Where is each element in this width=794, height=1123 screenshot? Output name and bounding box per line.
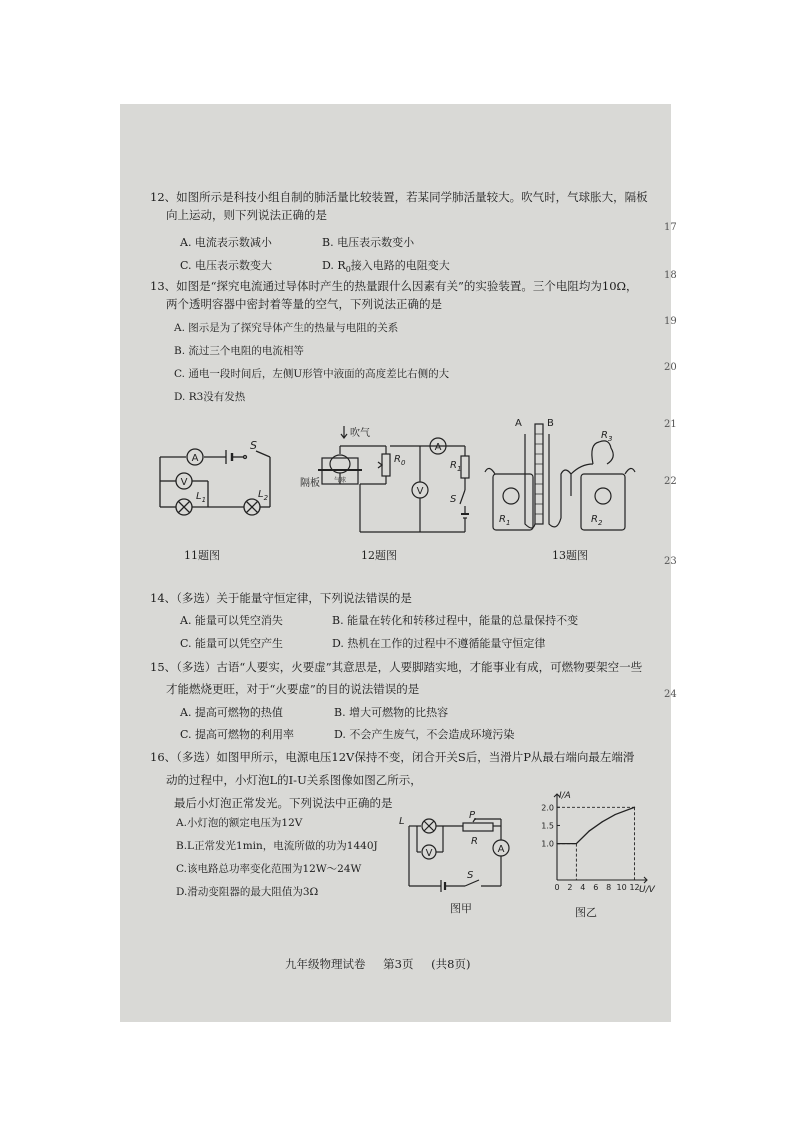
jia-slider-label: P	[469, 810, 476, 821]
q14-stem: 14、（多选）关于能量守恒定律，下列说法错误的是	[150, 591, 412, 605]
figure-11-caption: 11题图	[184, 549, 220, 562]
chart-point	[576, 843, 577, 844]
chart-x-tick-label: 2	[567, 883, 573, 892]
fig12-ammeter-label: A	[434, 442, 442, 453]
chart-y-tick-label: 2.0	[541, 803, 554, 813]
figure-13-caption: 13题图	[552, 549, 588, 562]
q15-option-c: C. 提高可燃物的利用率	[180, 728, 295, 741]
q12-option-d: D. $R_0$接入电路的电阻变大	[322, 259, 450, 275]
chart-y-axis-label: I/A	[559, 791, 571, 801]
q13-option-c: C. 通电一段时间后，左侧U形管中液面的高度差比右侧的大	[174, 368, 450, 380]
fig13-b-label: B	[547, 418, 554, 429]
fig12-blow-label: 吹气	[350, 428, 370, 439]
q16-stem-line1: 16、（多选）如图甲所示，电源电压12V保持不变，闭合开关S后，当滑片P从最右端向最左端滑	[150, 750, 635, 764]
fig12-r0-label: $R_0$	[394, 454, 406, 467]
footer-page: 第3页	[383, 957, 414, 971]
fig12-balloon-label: 气球	[334, 477, 347, 484]
q15-stem-line2: 才能燃烧更旺，对于“火要虚”的目的说法错误的是	[166, 682, 420, 696]
q12-option-c: C. 电压表示数变大	[180, 259, 273, 272]
chart-y-tick-label: 1.5	[541, 821, 554, 831]
q13-option-a: A. 图示是为了探究导体产生的热量与电阻的关系	[174, 322, 399, 334]
figure-12-circuit	[300, 424, 475, 534]
chart-point	[615, 814, 616, 815]
chart-series-line	[557, 807, 635, 843]
figure-12-caption: 12题图	[361, 549, 397, 562]
jia-ammeter-label: A	[497, 844, 505, 855]
chart-y-tick-label: 1.0	[541, 839, 554, 849]
q14-option-c: C. 能量可以凭空产生	[180, 637, 284, 650]
resistor-r1	[461, 456, 469, 478]
fig11-l1-label: $L_1$	[196, 491, 207, 504]
q16-option-b: B.L正常发光1min，电流所做的功为1440J	[176, 840, 378, 852]
fig12-switch-label: S	[450, 494, 457, 505]
q13-option-b: B. 流过三个电阻的电流相等	[174, 345, 304, 357]
q16-stem-line3: 最后小灯泡正常发光。下列说法中正确的是	[174, 796, 393, 810]
figure-11-circuit	[158, 439, 278, 519]
chart-x-axis-label: U/V	[639, 885, 655, 895]
chart-point	[634, 807, 635, 808]
page-footer	[285, 956, 484, 972]
margin-number: 20	[664, 362, 677, 373]
fig13-a-label: A	[515, 418, 522, 429]
chart-x-tick-label: 6	[593, 883, 599, 892]
q16-option-a: A.小灯泡的额定电压为12V	[176, 817, 303, 829]
q13-stem-line1: 13、如图是“探究电流通过导体时产生的热量跟什么因素有关”的实验装置。三个电阻均为10Ω，	[150, 279, 638, 293]
q14-option-a: A. 能量可以凭空消失	[180, 614, 283, 627]
margin-number: 21	[664, 419, 677, 430]
q14-option-b: B. 能量在转化和转移过程中，能量的总量保持不变	[332, 614, 579, 627]
fig12-voltmeter-label: V	[416, 486, 424, 497]
iu-chart	[535, 790, 655, 900]
chart-x-tick-label: 10	[616, 883, 627, 892]
chart-x-tick-label: 4	[580, 883, 586, 892]
figure-13-apparatus	[485, 414, 635, 539]
exam-page	[120, 104, 677, 1022]
fig12-board-label: 隔板	[300, 478, 320, 489]
fig13-r1-label: $R_1$	[499, 514, 511, 527]
chart-x-tick-label: 8	[606, 883, 612, 892]
jia-lamp-label: L	[399, 816, 405, 827]
fig11-voltmeter-label: V	[180, 477, 188, 488]
chart-point	[589, 830, 590, 831]
q15-option-d: D. 不会产生废气，不会造成环境污染	[334, 728, 515, 741]
rheostat-r0	[382, 454, 390, 476]
q12-stem-line1: 12、如图所示是科技小组自制的肺活量比较装置，若某同学肺活量较大。吹气时，气球胀大，隔板	[150, 190, 648, 204]
figure-yi-caption: 图乙	[575, 906, 597, 919]
q15-stem-line1: 15、（多选）古语“人要实，火要虚”其意思是，人要脚踏实地，才能事业有成，可燃物要架空一些	[150, 660, 643, 674]
fig11-ammeter-label: A	[191, 453, 199, 464]
chart-point	[602, 821, 603, 822]
chart-x-tick-label: 0	[554, 883, 560, 892]
fig13-r3-label: $R_3$	[601, 430, 613, 443]
margin-number: 18	[664, 270, 677, 281]
fig11-switch-label: S	[250, 439, 257, 452]
q15-option-b: B. 增大可燃物的比热容	[334, 706, 449, 719]
footer-total: (共8页)	[431, 957, 471, 971]
margin-number: 19	[664, 316, 677, 327]
q12-option-a: A. 电流表示数减小	[180, 236, 272, 249]
q12-stem-line2: 向上运动，则下列说法正确的是	[166, 208, 327, 222]
margin-number: 22	[664, 476, 677, 487]
figure-jia-circuit	[399, 810, 520, 896]
jia-voltmeter-label: V	[425, 848, 433, 859]
fig13-r2-label: $R_2$	[591, 514, 603, 527]
q13-option-d: D. R3没有发热	[174, 391, 246, 403]
fig12-r1-label: $R_1$	[450, 460, 462, 473]
rheostat-icon	[463, 823, 493, 831]
margin-number: 24	[664, 689, 677, 700]
jia-switch-label: S	[467, 870, 474, 881]
jia-rheostat-label: R	[471, 836, 478, 847]
chart-x-tick-label: 12	[629, 883, 640, 892]
q16-option-d: D.滑动变阻器的最大阻值为3Ω	[176, 886, 319, 898]
fig11-l2-label: $L_2$	[258, 489, 269, 502]
footer-subject: 九年级物理试卷	[285, 957, 366, 971]
figure-jia-caption: 图甲	[450, 902, 472, 915]
q12-option-b: B. 电压表示数变小	[322, 236, 415, 249]
margin-number: 23	[664, 556, 677, 567]
q13-stem-line2: 两个透明容器中密封着等量的空气，下列说法正确的是	[166, 297, 442, 311]
q16-stem-line2: 动的过程中，小灯泡L的I-U关系图像如图乙所示，	[166, 773, 422, 787]
q16-option-c: C.该电路总功率变化范围为12W～24W	[176, 863, 362, 875]
margin-number: 17	[664, 222, 677, 233]
q14-option-d: D. 热机在工作的过程中不遵循能量守恒定律	[332, 637, 546, 650]
q15-option-a: A. 提高可燃物的热值	[180, 706, 283, 719]
